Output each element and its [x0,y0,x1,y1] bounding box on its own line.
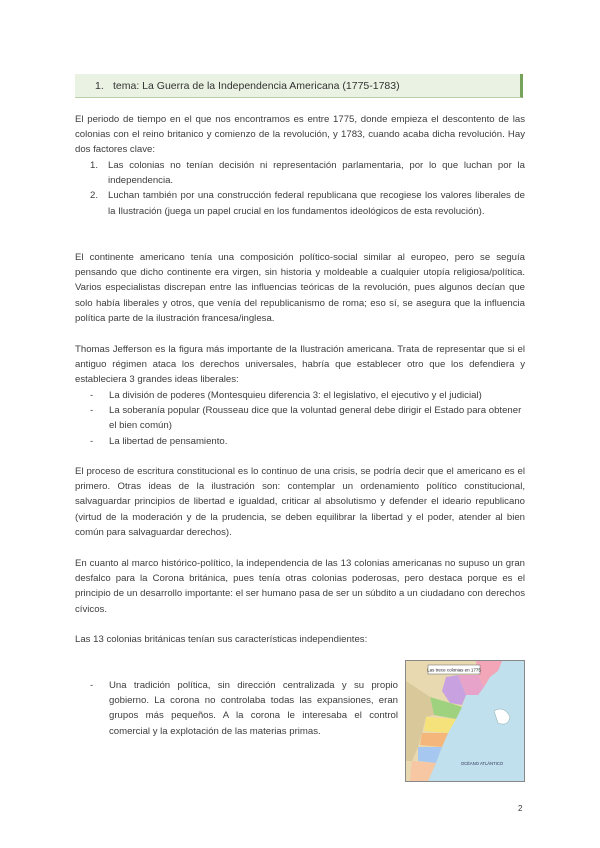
ocean-label: OCÉANO ATLÁNTICO [460,761,504,766]
list-text: Las colonias no tenían decisión ni representación parlamentaria, por lo que luchan por la independencia. [108,160,525,187]
intro-paragraph-block [75,112,525,158]
factors-list [90,158,525,219]
constitution-paragraph: El proceso de escritura constitucional es lo continuo de una crisis, se podría decir que el americano es el primero. Otras ideas de la ilustración son: contemplar un ordenamiento político constitucional, salvaguardar principios de libertad e igualdad, criticar al absolutismo y defender el ideario republicano (virtud de la moderación y de la prudencia, se deben equilibrar la libertad y el poder, atender al bien común para salvaguardar derechos). [75,466,525,538]
heading-number: 1. [95,79,104,92]
jefferson-paragraph-block [75,342,525,388]
list-item [90,403,525,433]
heading-title: tema: La Guerra de la Independencia Americana (1775-1783) [113,79,400,92]
list-dash: - [90,405,94,417]
list-text: La soberanía popular (Rousseau dice que la voluntad general debe dirigir el Estado para obtener el bien común) [109,405,522,432]
list-number: 2. [90,190,99,202]
page-number: 2 [518,804,523,813]
list-dash: - [90,435,94,447]
list-text: La libertad de pensamiento. [109,435,228,447]
list-item [90,434,525,449]
jefferson-paragraph: Thomas Jefferson es la figura más importante de la Ilustración americana. Trata de representar que si el antiguo régimen ataca los derechos universales, habría que establecer otro que los defendiera y estableciera 3 grandes ideas liberales: [75,344,525,386]
map-graphic [406,661,524,781]
ideas-list [90,388,525,449]
list-item [90,678,398,739]
map-title: Las trece colonias en 1775 [427,667,481,673]
list-text: La división de poderes (Montesquieu diferencia 3: el legislativo, el ejecutivo y el judicial) [109,390,482,401]
colonies-intro: Las 13 colonias británicas tenían sus características independientes: [75,634,368,645]
historical-paragraph: En cuanto al marco histórico-político, la independencia de las 13 colonias americanas no supuso un gran desfalco para la Corona británica, pues tenía otras colonias poderosas, pero destaca porque es el principio de un desarrollo importante: el ser humano pasa de ser un súbdito a un ciudadano con derechos cívicos. [75,558,525,615]
historical-paragraph-block [75,556,525,617]
section-heading [75,74,523,98]
constitution-paragraph-block [75,464,525,540]
list-dash: - [90,390,94,401]
colonies-intro-block [75,632,525,647]
intro-paragraph: El periodo de tiempo en el que nos encontramos es entre 1775, donde empieza el descontento de las colonias con el reino britanico y comienzo de la revolución, y 1783, cuando acaba dicha revolución. Hay dos factores clave: [75,114,525,156]
list-text: Una tradición política, sin dirección centralizada y su propio gobierno. La corona no controlaba todas las expansiones, eran grupos más pequeños. A la corona le interesaba el control comercial y la explotación de las materias primas. [109,680,398,737]
thirteen-colonies-map [405,660,525,782]
continent-paragraph-block [75,250,525,326]
list-text: Luchan también por una construcción federal republicana que recogiese los valores liberales de la Ilustración (juega un papel crucial en los fundamentos ideológicos de esta revolución). [108,190,525,217]
list-item [90,388,525,403]
list-item [90,158,525,188]
list-item [90,188,525,218]
list-dash: - [90,680,94,691]
colonies-list [90,678,398,739]
continent-paragraph: El continente americano tenía una composición político-social similar al europeo, pero se seguía pensando que dicho continente era virgen, sin historia y moldeable a cualquier utopía religiosa/política. Varios especialistas discrepan entre las influencias teóricas de la revolución, pues algunos decían que solo había liberales y otros, que venía del republicanismo de roma; eso sí, se asegura que la influencia política parte de la ilustración francesa/inglesa. [75,252,525,324]
list-number: 1. [90,160,99,171]
